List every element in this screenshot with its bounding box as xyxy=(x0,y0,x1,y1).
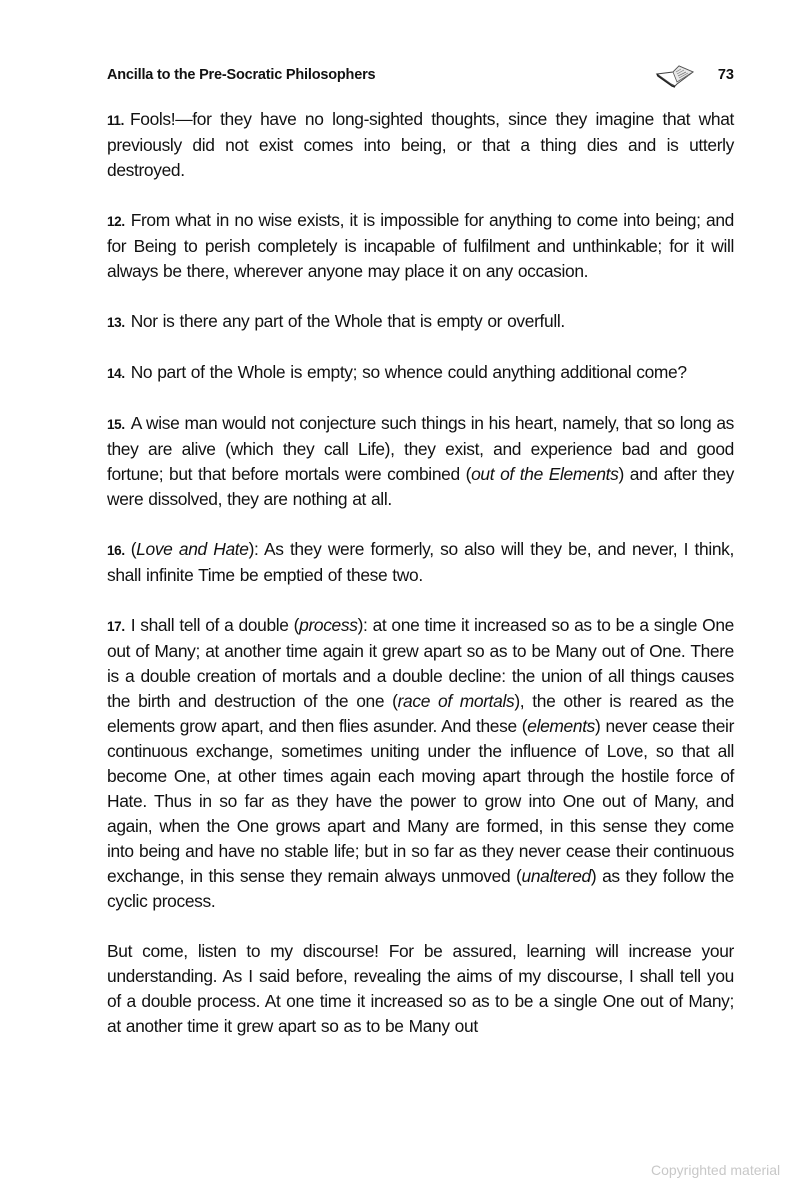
fragment-number: 12. xyxy=(107,214,125,229)
fragment-text: No part of the Whole is empty; so whence could anything additional come? xyxy=(130,362,687,382)
page-number: 73 xyxy=(717,67,734,83)
fragment-number: 13. xyxy=(107,315,125,330)
italic-text: process xyxy=(299,615,358,635)
fragment-number: 16. xyxy=(107,543,125,558)
fragment-text: From what in no wise exists, it is impossible for anything to come into being; and for Being to perish completely is incapable of fulfilment and unthinkable; for it will always be there, wherever anyone may place it on any occasion. xyxy=(107,210,734,281)
fragment-paragraph xyxy=(107,360,734,386)
fragment-text: ( xyxy=(130,539,137,559)
page-body xyxy=(107,107,734,1039)
fragment-paragraph xyxy=(107,107,734,183)
fragment-text: ): As they were formerly, so also will they be, and never, I think, shall infinite Time be emptied of these two. xyxy=(107,539,735,585)
fragment-text: ), the other is reared as the elements grow apart, and then flies asunder. And these ( xyxy=(107,691,734,736)
page-header xyxy=(107,64,734,90)
italic-text: out of the Elements xyxy=(471,464,619,484)
fragment-paragraph xyxy=(107,613,734,914)
fragment-paragraph xyxy=(107,411,734,512)
fragment-paragraph xyxy=(107,309,734,335)
continuation-paragraph: But come, listen to my discourse! For be assured, learning will increase your understanding. As I said before, revealing the aims of my discourse, I shall tell you of a double process. At one time it increased so as to be a single One out of Many; at another time it grew apart so as to be Many out xyxy=(107,941,734,1036)
italic-text: race of mortals xyxy=(397,691,515,711)
fragment-number: 14. xyxy=(107,366,125,381)
fragment-text: I shall tell of a double ( xyxy=(130,615,300,635)
italic-text: unaltered xyxy=(521,866,591,886)
italic-text: Love and Hate xyxy=(136,539,249,559)
fragment-paragraph xyxy=(107,208,734,284)
fragment-text: ) as they follow the cyclic process. xyxy=(107,866,734,911)
fragment-text: ): at one time it increased so as to be a single One out of Many; at another time again it grew apart so as to be Many out of One. There is a double creation of mortals and a double decline: the union of all things causes the birth and destruction of the one ( xyxy=(107,615,734,711)
fragment-paragraph xyxy=(107,537,734,588)
fragment-text: ) and after they were dissolved, they are nothing at all. xyxy=(107,464,735,509)
fragment-number: 11. xyxy=(107,113,124,128)
copyright-watermark: Copyrighted material xyxy=(651,1162,781,1178)
fragment-text: ) never cease their continuous exchange, sometimes uniting under the influence of Love, so that all become One, at other times again each moving apart through the hostile force of Hate. Thus in so far as they have the power to grow into One out of Many, and again, when the One grows apart and Many are formed, in this sense they come into being and have no stable life; but in so far as they never cease their continuous exchange, in this sense they remain always unmoved ( xyxy=(107,716,735,886)
fragment-text: Fools!—for they have no long-sighted thoughts, since they imagine that what previously did not exist comes into being, or that a thing dies and is utterly destroyed. xyxy=(107,109,734,180)
running-title: Ancilla to the Pre-Socratic Philosophers xyxy=(107,67,376,83)
italic-text: elements xyxy=(527,716,596,736)
fragment-number: 17. xyxy=(107,619,125,634)
fragment-text: A wise man would not conjecture such things in his heart, namely, that so long as they are alive (which they call Life), they exist, and experience bad and good fortune; but that before mortals were combined ( xyxy=(107,413,734,484)
fragment-number: 15. xyxy=(107,417,125,432)
open-book-icon xyxy=(655,64,697,88)
fragment-text: Nor is there any part of the Whole that is empty or overfull. xyxy=(130,311,565,331)
